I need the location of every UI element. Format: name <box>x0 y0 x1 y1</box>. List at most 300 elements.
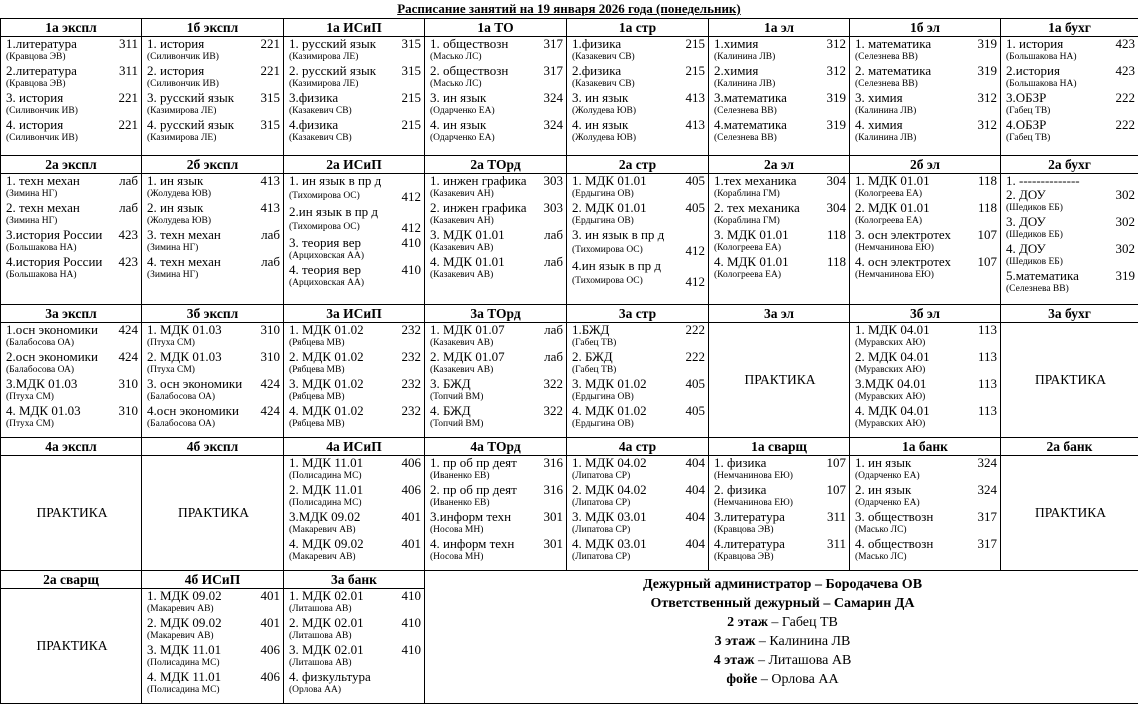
lesson-teacher: (Литашова АВ) <box>289 658 352 668</box>
lesson-item <box>6 350 138 364</box>
lesson-item <box>572 323 705 337</box>
lesson-item <box>289 205 421 219</box>
lesson-teacher: (Казакевич СВ) <box>289 106 352 116</box>
lesson-teacher: (Силивончик ИВ) <box>6 133 78 143</box>
lesson-teacher: (Липатова СР) <box>572 498 631 508</box>
group-lessons-cell <box>850 37 1001 156</box>
lesson-room: 413 <box>260 173 280 188</box>
lesson-subject: 2. обществозн <box>430 63 509 78</box>
lesson-item <box>855 64 997 78</box>
lesson-room: 302 <box>1115 187 1135 202</box>
lesson-item <box>1006 242 1135 256</box>
lesson-subject: 3. обществозн <box>855 509 934 524</box>
lesson-room: 312 <box>826 36 846 51</box>
lesson-room: 304 <box>826 200 846 215</box>
lesson-subject: 2. история <box>147 63 205 78</box>
lesson-teacher: (Муравских АЮ) <box>855 392 926 402</box>
lesson-teacher: (Большакова НА) <box>1006 52 1077 62</box>
lesson-teacher: (Ердыгина ОВ) <box>572 216 634 226</box>
lesson-subject: 1. ин язык <box>855 455 912 470</box>
lesson-teacher: (Арциховская АА) <box>289 251 365 261</box>
lesson-teacher: (Носова МН) <box>430 525 484 535</box>
lesson-room: 301 <box>543 536 563 551</box>
lesson-item <box>855 377 997 391</box>
lesson-item <box>6 228 138 242</box>
lesson-room: 413 <box>685 117 705 132</box>
lesson-item <box>714 64 846 78</box>
lesson-teacher: (Кологреева ЕА) <box>855 189 923 199</box>
lesson-subject: 1.физика <box>572 36 622 51</box>
lesson-subject: 3. теория вер <box>289 235 361 250</box>
lesson-teacher: (Рябцева МВ) <box>289 392 345 402</box>
lesson-item <box>572 350 705 364</box>
lesson-room: лаб <box>544 349 563 364</box>
lesson-room: 406 <box>260 642 280 657</box>
lesson-item <box>714 91 846 105</box>
practice-cell: ПРАКТИКА <box>1001 323 1138 438</box>
lesson-room: 222 <box>1115 90 1135 105</box>
lesson-item <box>714 255 846 269</box>
duty-name: Орлова АА <box>771 672 839 687</box>
group-lessons-cell <box>425 174 567 305</box>
lesson-room: 324 <box>977 455 997 470</box>
group-header: 1а стр <box>567 19 709 37</box>
lesson-room: 304 <box>826 173 846 188</box>
group-header: 1б экспл <box>142 19 284 37</box>
lesson-room: лаб <box>261 227 280 242</box>
lesson-teacher: (Макаревич АВ) <box>147 604 214 614</box>
lesson-item <box>572 510 705 524</box>
lesson-item <box>572 377 705 391</box>
lesson-subject: 1. физика <box>714 455 767 470</box>
lesson-teacher: (Казимирова ЛЕ) <box>289 52 359 62</box>
lesson-subject: 1. пр об пр деят <box>430 455 517 470</box>
lesson-teacher: (Одарченко ЕА) <box>855 498 920 508</box>
lesson-teacher: (Казакевич СВ) <box>572 52 635 62</box>
lesson-room: 315 <box>401 63 421 78</box>
lesson-subject: 3. осн электротех <box>855 227 951 242</box>
lesson-item <box>289 236 421 250</box>
group-lessons-cell <box>1 37 142 156</box>
lesson-item <box>1006 118 1135 132</box>
lesson-teacher: (Шедиков ЕБ) <box>1006 257 1063 267</box>
lesson-item <box>1006 64 1135 78</box>
lesson-item <box>289 510 421 524</box>
lesson-teacher: (Селезнева ВВ) <box>855 79 918 89</box>
lesson-subject: 4. МДК 01.01 <box>430 254 505 269</box>
lesson-room: лаб <box>544 227 563 242</box>
lesson-subject: 4. МДК 09.02 <box>289 536 364 551</box>
lesson-subject: 2. пр об пр деят <box>430 482 517 497</box>
lessons-row <box>1 37 1138 156</box>
lesson-item <box>289 91 421 105</box>
lesson-room: 412 <box>401 189 421 204</box>
group-header-row <box>1 438 1138 456</box>
lesson-item <box>714 456 846 470</box>
lesson-subject: 2. инжен графика <box>430 200 527 215</box>
lesson-subject: 1. история <box>147 36 205 51</box>
group-lessons-cell <box>425 323 567 438</box>
lesson-item <box>855 91 997 105</box>
lesson-teacher: (Кологреева ЕА) <box>714 243 782 253</box>
lesson-item <box>6 174 138 188</box>
lesson-subject: 3. история <box>6 90 64 105</box>
lesson-item <box>147 64 280 78</box>
group-header: 2а стр <box>567 156 709 174</box>
lesson-subject: 4.физика <box>289 117 339 132</box>
group-header-row <box>1 19 1138 37</box>
lesson-teacher: (Силивончик ИВ) <box>147 79 219 89</box>
group-header: 3а банк <box>284 571 425 589</box>
lesson-room: 316 <box>543 455 563 470</box>
lesson-item <box>147 228 280 242</box>
lesson-teacher: (Тихомирова ОС) <box>289 191 360 201</box>
duty-dash: – <box>811 577 826 592</box>
group-header: 3б эл <box>850 305 1001 323</box>
lesson-teacher: (Большакова НА) <box>1006 79 1077 89</box>
lesson-item <box>147 201 280 215</box>
lesson-subject: 4. русский язык <box>147 117 235 132</box>
lesson-subject: 3. МДК 01.01 <box>714 227 789 242</box>
lesson-room: 317 <box>543 63 563 78</box>
lesson-room: 319 <box>977 63 997 78</box>
lesson-teacher: (Балабосова ОА) <box>6 365 75 375</box>
lesson-subject: 2. русский язык <box>289 63 377 78</box>
lesson-room: 413 <box>260 200 280 215</box>
practice-cell: ПРАКТИКА <box>1 456 142 571</box>
lesson-teacher: (Габец ТВ) <box>572 365 617 375</box>
lesson-item <box>289 323 421 337</box>
group-lessons-cell <box>709 37 850 156</box>
lesson-item <box>6 323 138 337</box>
lesson-item <box>6 201 138 215</box>
lesson-room: 317 <box>977 509 997 524</box>
lesson-room: 311 <box>826 536 846 551</box>
lesson-teacher: (Казакевич СВ) <box>572 79 635 89</box>
lesson-subject: 2. физика <box>714 482 767 497</box>
lesson-room: 319 <box>1115 268 1135 283</box>
lesson-subject: 1.химия <box>714 36 759 51</box>
lesson-room: 401 <box>260 615 280 630</box>
lesson-room: 107 <box>826 455 846 470</box>
lesson-teacher: (Силивончик ИВ) <box>6 106 78 116</box>
lesson-item <box>1006 174 1135 188</box>
lesson-teacher: (Липатова СР) <box>572 471 631 481</box>
group-header: 1а бухг <box>1001 19 1138 37</box>
lesson-room: 412 <box>401 220 421 235</box>
lesson-subject: 4. МДК 03.01 <box>572 536 647 551</box>
lesson-room: 324 <box>977 482 997 497</box>
lesson-teacher: (Иваненко ЕВ) <box>430 498 490 508</box>
lesson-subject: 3. ин язык <box>572 90 629 105</box>
lesson-item <box>6 377 138 391</box>
lesson-item <box>1006 188 1135 202</box>
lesson-item <box>430 118 563 132</box>
group-lessons-cell <box>567 323 709 438</box>
lesson-item <box>855 255 997 269</box>
lesson-room: 215 <box>401 90 421 105</box>
group-header: 2б эл <box>850 156 1001 174</box>
group-lessons-cell <box>284 323 425 438</box>
lesson-room: 410 <box>401 262 421 277</box>
practice-cell: ПРАКТИКА <box>1 589 142 704</box>
lesson-subject: 3. МДК 02.01 <box>289 642 364 657</box>
duty-label: Дежурный администратор <box>642 577 812 592</box>
lesson-subject: 1. техн механ <box>6 173 80 188</box>
lesson-room: лаб <box>119 200 138 215</box>
lesson-subject: 2.физика <box>572 63 622 78</box>
lesson-item <box>572 259 705 273</box>
lesson-room: 423 <box>1115 63 1135 78</box>
lesson-teacher: (Липатова СР) <box>572 552 631 562</box>
lesson-item <box>289 537 421 551</box>
lesson-item <box>289 174 421 188</box>
group-header: 2а эл <box>709 156 850 174</box>
lesson-item <box>147 91 280 105</box>
lesson-room: 412 <box>685 274 705 289</box>
duty-line <box>430 651 1135 670</box>
lesson-subject: 1.БЖД <box>572 322 610 337</box>
lesson-teacher-room <box>572 242 705 259</box>
lesson-item <box>289 483 421 497</box>
lesson-room: 423 <box>118 227 138 242</box>
lesson-room: 222 <box>685 349 705 364</box>
lesson-room: лаб <box>261 254 280 269</box>
lesson-item <box>289 263 421 277</box>
lesson-room: 107 <box>977 254 997 269</box>
lesson-teacher: (Казакевич АВ) <box>430 243 494 253</box>
lesson-teacher: (Балабосова ОА) <box>147 392 216 402</box>
lesson-room: 221 <box>118 117 138 132</box>
lesson-teacher: (Габец ТВ) <box>1006 133 1051 143</box>
practice-cell: ПРАКТИКА <box>1001 456 1138 571</box>
lesson-room: 113 <box>977 403 997 418</box>
lesson-room: 311 <box>118 36 138 51</box>
group-header: 2а ИСиП <box>284 156 425 174</box>
lesson-teacher: (Немчанинова ЕЮ) <box>714 471 793 481</box>
lesson-room: 405 <box>685 173 705 188</box>
lesson-item <box>289 404 421 418</box>
lesson-subject: 1. МДК 01.02 <box>289 322 364 337</box>
lesson-teacher: (Калинина ЛВ) <box>714 79 776 89</box>
lesson-item <box>714 510 846 524</box>
lesson-item <box>855 201 997 215</box>
group-lessons-cell <box>1001 37 1138 156</box>
lesson-item <box>572 174 705 188</box>
lesson-subject: 2.история <box>1006 63 1060 78</box>
lesson-room: 315 <box>260 117 280 132</box>
lesson-item <box>714 537 846 551</box>
duty-line <box>430 632 1135 651</box>
lesson-subject: 4. МДК 01.01 <box>714 254 789 269</box>
group-lessons-cell <box>567 174 709 305</box>
lesson-subject: 4. обществозн <box>855 536 934 551</box>
lesson-room: 423 <box>118 254 138 269</box>
lesson-room: 215 <box>685 63 705 78</box>
lesson-item <box>572 456 705 470</box>
lesson-item <box>6 91 138 105</box>
lesson-teacher: (Кораблина ГМ) <box>714 216 780 226</box>
lesson-teacher: (Ердыгина ОВ) <box>572 392 634 402</box>
lesson-teacher: (Калинина ЛВ) <box>855 133 917 143</box>
lesson-room: 404 <box>685 482 705 497</box>
lesson-item <box>289 643 421 657</box>
lesson-room: 401 <box>401 536 421 551</box>
lesson-item <box>714 118 846 132</box>
lesson-subject: 3.МДК 09.02 <box>289 509 361 524</box>
lesson-item <box>855 404 997 418</box>
lesson-room: 322 <box>543 403 563 418</box>
group-header: 1а экспл <box>1 19 142 37</box>
lessons-row <box>1 456 1138 571</box>
group-lessons-cell <box>425 456 567 571</box>
lesson-teacher: (Балабосова ОА) <box>147 419 216 429</box>
lesson-item <box>430 228 563 242</box>
lesson-teacher: (Большакова НА) <box>6 270 77 280</box>
lesson-teacher: (Птуха СМ) <box>147 338 195 348</box>
lesson-subject: 4. МДК 01.02 <box>572 403 647 418</box>
lesson-teacher: (Немчанинова ЕЮ) <box>714 498 793 508</box>
group-header: 3а ИСиП <box>284 305 425 323</box>
lesson-subject: 2.осн экономики <box>6 349 98 364</box>
group-header: 1а ИСиП <box>284 19 425 37</box>
lesson-teacher: (Казимирова ЛЕ) <box>147 106 217 116</box>
group-header: 1а эл <box>709 19 850 37</box>
lesson-teacher: (Рябцева МВ) <box>289 419 345 429</box>
lessons-row <box>1 174 1138 305</box>
lesson-item <box>855 510 997 524</box>
lesson-teacher: (Кораблина ГМ) <box>714 189 780 199</box>
duty-name: Самарин ДА <box>833 596 915 611</box>
lesson-teacher: (Топчий ВМ) <box>430 419 484 429</box>
lesson-room: 107 <box>826 482 846 497</box>
lesson-teacher: (Большакова НА) <box>6 243 77 253</box>
lesson-item <box>430 377 563 391</box>
lesson-subject: 4.ин язык в пр д <box>572 258 662 273</box>
lesson-item <box>147 670 280 684</box>
lesson-room: 232 <box>401 349 421 364</box>
lesson-room: 424 <box>118 349 138 364</box>
lesson-room: 319 <box>977 36 997 51</box>
lesson-subject: 4. ДОУ <box>1006 241 1046 256</box>
lesson-teacher: (Масько ЛС) <box>855 552 907 562</box>
lesson-room: 401 <box>260 588 280 603</box>
lesson-teacher: (Немчанинова ЕЮ) <box>855 270 934 280</box>
lesson-teacher: (Шедиков ЕБ) <box>1006 203 1063 213</box>
lesson-item <box>430 174 563 188</box>
lesson-teacher: (Кравцова ЭВ) <box>714 552 774 562</box>
group-header: 4а стр <box>567 438 709 456</box>
lesson-teacher: (Зимина НГ) <box>147 243 199 253</box>
lesson-item <box>1006 215 1135 229</box>
lesson-item <box>289 350 421 364</box>
lesson-item <box>289 456 421 470</box>
lesson-teacher: (Шедиков ЕБ) <box>1006 230 1063 240</box>
group-lessons-cell <box>1 323 142 438</box>
lesson-subject: 4. история <box>6 117 64 132</box>
duty-dash: – <box>755 634 770 649</box>
lesson-room: 405 <box>685 200 705 215</box>
lesson-teacher: (Литашова АВ) <box>289 604 352 614</box>
lesson-item <box>714 483 846 497</box>
lesson-room: 310 <box>118 403 138 418</box>
lesson-room: 311 <box>826 509 846 524</box>
lesson-subject: 3. БЖД <box>430 376 471 391</box>
lesson-teacher: (Немчанинова ЕЮ) <box>855 243 934 253</box>
lesson-subject: 4. техн механ <box>147 254 221 269</box>
schedule-table <box>0 18 1138 704</box>
lesson-room: 232 <box>401 322 421 337</box>
lesson-subject: 3.история России <box>6 227 103 242</box>
lesson-item <box>147 37 280 51</box>
lesson-subject: 1. МДК 01.01 <box>572 173 647 188</box>
lesson-teacher: (Кологреева ЕА) <box>855 216 923 226</box>
lesson-teacher: (Селезнева ВВ) <box>714 106 777 116</box>
lesson-teacher: (Жолудева ЮВ) <box>572 106 636 116</box>
lesson-subject: 3. осн экономики <box>147 376 243 391</box>
group-header: 1б эл <box>850 19 1001 37</box>
lesson-item <box>855 537 997 551</box>
lesson-subject: 4.литература <box>714 536 785 551</box>
lesson-subject: 1. МДК 01.07 <box>430 322 505 337</box>
lesson-teacher: (Калинина ЛВ) <box>714 52 776 62</box>
lesson-teacher: (Макаревич АВ) <box>289 552 356 562</box>
lesson-room: 107 <box>977 227 997 242</box>
lesson-room: 311 <box>118 63 138 78</box>
lesson-item <box>1006 91 1135 105</box>
lesson-room: 303 <box>543 200 563 215</box>
lesson-teacher: (Арциховская АА) <box>289 278 365 288</box>
lesson-room: лаб <box>544 254 563 269</box>
lesson-teacher: (Муравских АЮ) <box>855 365 926 375</box>
lesson-teacher: (Тихомирова ОС) <box>572 276 643 286</box>
lesson-subject: 3. ин язык в пр д <box>572 227 665 242</box>
group-header: 3а экспл <box>1 305 142 323</box>
lesson-room: 413 <box>685 90 705 105</box>
group-lessons-cell <box>850 456 1001 571</box>
lesson-teacher: (Кравцова ЭВ) <box>6 79 66 89</box>
lesson-subject: 4.ОБЗР <box>1006 117 1047 132</box>
lesson-room: 221 <box>260 36 280 51</box>
lesson-teacher-room <box>289 219 421 236</box>
lesson-subject: 2. МДК 01.02 <box>289 349 364 364</box>
group-lessons-cell <box>284 174 425 305</box>
schedule-title: Расписание занятий на 19 января 2026 года (понедельник) <box>397 1 741 16</box>
lesson-teacher: (Полисадина МС) <box>289 471 362 481</box>
lesson-room: 404 <box>685 536 705 551</box>
lesson-teacher: (Ердыгина ОВ) <box>572 419 634 429</box>
group-header: 4а ТОрд <box>425 438 567 456</box>
lesson-subject: 4. информ техн <box>430 536 515 551</box>
lesson-teacher: (Жолудева ЮВ) <box>147 216 211 226</box>
lesson-room: 312 <box>977 117 997 132</box>
lesson-room: 317 <box>543 36 563 51</box>
group-header: 2б экспл <box>142 156 284 174</box>
group-lessons-cell <box>284 37 425 156</box>
lesson-room: 324 <box>543 90 563 105</box>
lesson-room: 222 <box>1115 117 1135 132</box>
lesson-teacher: (Рябцева МВ) <box>289 338 345 348</box>
lesson-subject: 4.математика <box>714 117 787 132</box>
lesson-teacher: (Одарченко ЕА) <box>430 133 495 143</box>
lesson-teacher: (Птуха СМ) <box>6 419 54 429</box>
lesson-subject: 3.МДК 04.01 <box>855 376 927 391</box>
lesson-item <box>430 91 563 105</box>
group-header: 3а эл <box>709 305 850 323</box>
group-header: 4а экспл <box>1 438 142 456</box>
group-lessons-cell <box>850 323 1001 438</box>
practice-cell: ПРАКТИКА <box>709 323 850 438</box>
